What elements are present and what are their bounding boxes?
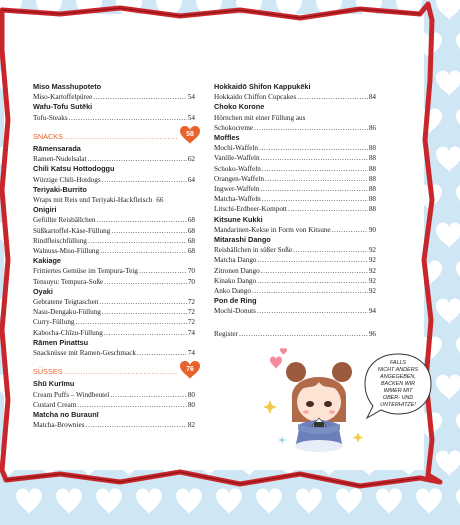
- toc-page-number: 72: [187, 318, 195, 327]
- leader-dots: [88, 236, 187, 246]
- toc-entry-text: Mandarinen-Kekse in Form von Kitsune: [214, 225, 331, 234]
- recipe-title: Moffles: [214, 133, 240, 143]
- heart-pattern-heart: [376, 488, 402, 514]
- leader-dots: [93, 92, 186, 102]
- recipe-title: Miso Masshupoteto: [33, 82, 102, 91]
- toc-page-number: 88: [368, 185, 376, 194]
- recipe-title: Kitsune Kukki: [214, 214, 263, 224]
- toc-entry-text: Custard Cream: [33, 400, 77, 409]
- leader-dots: [111, 226, 186, 236]
- toc-page-number: 54: [187, 113, 195, 122]
- toc-entry-text: Hokkaido Chiffon Cupcakes: [214, 93, 297, 102]
- toc-entry-text: Matcha-Brownies: [33, 421, 85, 430]
- toc-entry[interactable]: [214, 123, 376, 133]
- speech-bubble-line: UNTERHITZE!: [380, 402, 416, 408]
- toc-entry-text: Register: [214, 329, 238, 338]
- toc-entry[interactable]: [33, 215, 195, 225]
- section-page-number: 58: [186, 130, 194, 138]
- leader-dots: [257, 306, 368, 316]
- toc-entry-text: Nasu-Dengaku-Füllung: [33, 308, 101, 317]
- toc-page-number: 68: [187, 236, 195, 245]
- toc-page-number: 68: [187, 216, 195, 225]
- toc-entry[interactable]: [214, 153, 376, 163]
- toc-entry[interactable]: [214, 204, 376, 214]
- toc-left-column: [33, 82, 195, 431]
- leader-dots: [262, 164, 368, 174]
- toc-entry-text: Tofu-Steaks: [33, 113, 68, 122]
- speech-bubble-line: IMMER MIT: [383, 388, 413, 394]
- leader-dots: [258, 255, 368, 265]
- speech-bubble-line: OBER- UND: [382, 395, 414, 401]
- toc-entry-text: Hörnchen mit einer Füllung aus: [214, 113, 306, 122]
- leader-dots: [262, 194, 368, 204]
- toc-entry[interactable]: [33, 236, 195, 246]
- toc-entry-text: Cream Puffs – Windbeutel: [33, 390, 110, 399]
- heart-pattern-heart: [456, 108, 460, 134]
- heart-pattern-heart: [56, 488, 82, 514]
- toc-page-number: 82: [187, 421, 195, 430]
- toc-entry-text: Schokocreme: [214, 123, 254, 132]
- toc-entry[interactable]: [33, 307, 195, 317]
- heart-pattern-heart: [336, 488, 362, 514]
- leader-dots: [96, 215, 186, 225]
- leader-dots: [65, 367, 177, 377]
- leader-dots: [77, 400, 186, 410]
- recipe-title: Choko Korone: [214, 102, 265, 112]
- section-title: SÜSSES: [33, 367, 63, 377]
- toc-page-number: 54: [187, 93, 195, 102]
- toc-page-number: 88: [368, 154, 376, 163]
- heart-pattern-heart: [456, 412, 460, 438]
- toc-entry-text: Mochi-Waffeln: [214, 144, 258, 153]
- toc-entry[interactable]: [33, 226, 195, 236]
- toc-page-number: 88: [368, 144, 376, 153]
- toc-entry-text: Gebratene Teigtaschen: [33, 298, 99, 307]
- toc-page-number: 92: [368, 287, 376, 296]
- heart-pattern-heart: [96, 488, 122, 514]
- recipe-title: Hokkaidō Shifon Kappukēki: [214, 82, 311, 91]
- toc-page-number: 92: [368, 276, 376, 285]
- toc-page-number: 64: [187, 175, 195, 184]
- toc-entry[interactable]: [214, 245, 376, 255]
- toc-entry[interactable]: [214, 194, 376, 204]
- leader-dots: [254, 123, 368, 133]
- toc-entry[interactable]: [33, 246, 195, 256]
- toc-entry[interactable]: [33, 175, 195, 185]
- heart-page-badge: [179, 125, 201, 145]
- toc-entry-text: Ingwer-Waffeln: [214, 185, 260, 194]
- toc-entry-text: Kabocha-Chīzu-Füllung: [33, 328, 103, 337]
- toc-page-number: 96: [368, 329, 376, 338]
- leader-dots: [76, 317, 187, 327]
- toc-entry[interactable]: [214, 92, 376, 102]
- toc-entry-text: Snacknüsse mit Ramen-Geschmack: [33, 349, 136, 358]
- toc-entry-text: Frittiertes Gemüse im Tempura-Teig: [33, 267, 138, 276]
- toc-page-number: 88: [368, 164, 376, 173]
- heart-pattern-heart: [456, 336, 460, 362]
- toc-page-number: 62: [187, 155, 195, 164]
- toc-entry[interactable]: [214, 143, 376, 153]
- toc-entry[interactable]: [214, 225, 376, 235]
- leader-dots: [261, 153, 368, 163]
- leader-dots: [137, 348, 187, 358]
- heart-pattern-heart: [216, 488, 242, 514]
- section-header[interactable]: [33, 367, 195, 377]
- toc-entry-text: Matcha-Waffeln: [214, 195, 261, 204]
- section-page-number: 76: [186, 366, 194, 374]
- leader-dots: [257, 276, 368, 286]
- toc-page-number: 80: [187, 390, 195, 399]
- heart-pattern-heart: [436, 298, 460, 324]
- heart-pattern-heart: [436, 146, 460, 172]
- section-header[interactable]: [33, 132, 195, 142]
- speech-bubble-line: FALLS: [389, 360, 407, 366]
- heart-pattern-heart: [296, 488, 322, 514]
- toc-page-number: 68: [187, 226, 195, 235]
- leader-dots: [102, 175, 187, 185]
- small-hearts: [270, 348, 287, 369]
- toc-entry-text: Walnuss-Miso-Füllung: [33, 247, 100, 256]
- toc-entry-text: Vanille-Waffeln: [214, 154, 260, 163]
- toc-entry-text: Reisbällchen in süßer Soße: [214, 246, 293, 255]
- heart-pattern-heart: [456, 488, 460, 514]
- leader-dots: [104, 277, 187, 287]
- speech-bubble-text: [365, 360, 431, 409]
- heart-pattern-heart: [436, 450, 460, 476]
- recipe-title: Kakiage: [33, 256, 61, 266]
- toc-entry[interactable]: [33, 317, 195, 327]
- toc-entry-text: Mochi-Donuts: [214, 307, 256, 316]
- heart-pattern-heart: [416, 488, 442, 514]
- leader-dots: [293, 245, 368, 255]
- toc-entry[interactable]: [33, 328, 195, 338]
- spacer: [33, 123, 195, 129]
- toc-entry[interactable]: [33, 92, 195, 102]
- toc-entry[interactable]: [214, 174, 376, 184]
- recipe-title: Pon de Ring: [214, 296, 257, 306]
- toc-entry[interactable]: [33, 266, 195, 276]
- heart-pattern-heart: [256, 488, 282, 514]
- heart-pattern-heart: [436, 70, 460, 96]
- toc-entry[interactable]: [33, 390, 195, 400]
- toc-page-number: 66: [156, 196, 164, 205]
- toc-page-number: 72: [187, 298, 195, 307]
- section-title: SNACKS: [33, 131, 64, 141]
- toc-entry[interactable]: [214, 266, 376, 276]
- toc-entry-text: Miso-Kartoffelpüree: [33, 93, 93, 102]
- toc-entry[interactable]: [214, 164, 376, 174]
- leader-dots: [297, 92, 368, 102]
- toc-entry[interactable]: [214, 329, 376, 339]
- toc-page-number: 68: [187, 247, 195, 256]
- toc-page-number: 88: [368, 195, 376, 204]
- toc-page-number: 94: [368, 307, 376, 316]
- heart-pattern-heart: [436, 222, 460, 248]
- toc-entry[interactable]: [33, 420, 195, 430]
- leader-dots: [104, 328, 187, 338]
- leader-dots: [239, 329, 368, 339]
- toc-page-number: 70: [187, 277, 195, 286]
- leader-dots: [65, 132, 177, 142]
- leader-dots: [259, 143, 368, 153]
- toc-entry-text: Ramen-Nudelsalat: [33, 155, 87, 164]
- spacer: [33, 358, 195, 364]
- heart-pattern-heart: [436, 374, 460, 400]
- toc-entry[interactable]: [214, 306, 376, 316]
- heart-pattern-heart: [176, 488, 202, 514]
- toc-right-column: [214, 82, 376, 339]
- toc-page-number: 74: [187, 349, 195, 358]
- leader-dots: [260, 184, 367, 194]
- heart-pattern-heart: [456, 32, 460, 58]
- leader-dots: [86, 420, 187, 430]
- leader-dots: [69, 113, 187, 123]
- toc-entry-text: Curry-Füllung: [33, 318, 75, 327]
- leader-dots: [100, 246, 187, 256]
- toc-entry-text: Wraps mit Reis und Teriyaki-Hackfleisch: [33, 196, 153, 205]
- toc-entry-text: Gefüllte Reisbällchen: [33, 216, 96, 225]
- recipe-title: Mitarashi Dango: [214, 235, 271, 245]
- toc-entry-text: Rindfleischfüllung: [33, 236, 87, 245]
- speech-bubble-line: ANGEGEBEN,: [380, 374, 416, 380]
- leader-dots: [252, 286, 368, 296]
- recipe-title: Teriyaki-Burrito: [33, 184, 87, 194]
- speech-bubble-line: NICHT ANDERS: [377, 367, 419, 373]
- toc-entry[interactable]: [33, 154, 195, 164]
- toc-entry-text: Orangen-Waffeln: [214, 174, 264, 183]
- leader-dots: [261, 266, 368, 276]
- recipe-title: Matcha no Buraunī: [33, 410, 99, 420]
- chibi-girl-illustration: [262, 340, 372, 460]
- heart-pattern-heart: [16, 488, 42, 514]
- speech-bubble-line: BACKEN WIR: [380, 381, 416, 387]
- toc-page-number: 80: [187, 400, 195, 409]
- toc-page-number: 92: [368, 256, 376, 265]
- leader-dots: [88, 154, 187, 164]
- toc-entry[interactable]: [33, 400, 195, 410]
- toc-page-number: 90: [368, 225, 376, 234]
- toc-entry-text: Matcha Dango: [214, 256, 257, 265]
- recipe-title: Rāmensarada: [33, 144, 81, 154]
- heart-page-badge: [179, 360, 201, 380]
- leader-dots: [102, 307, 187, 317]
- toc-entry[interactable]: [33, 348, 195, 358]
- recipe-title: Chili Katsu Hottodoggu: [33, 164, 115, 174]
- toc-entry-text: Süßkartoffel-Käse-Füllung: [33, 226, 111, 235]
- toc-entry-text: Anko Dango: [214, 287, 251, 296]
- toc-page-number: 86: [368, 123, 376, 132]
- toc-page-number: 88: [368, 205, 376, 214]
- recipe-title: Onigiri: [33, 205, 57, 215]
- toc-entry[interactable]: [33, 195, 195, 205]
- recipe-title: Shū Kurīmu: [33, 379, 75, 389]
- heart-pattern-heart: [136, 488, 162, 514]
- toc-page-number: 72: [187, 308, 195, 317]
- toc-entry-text: Würzige Chili-Hotdogs: [33, 175, 101, 184]
- toc-page-number: 74: [187, 328, 195, 337]
- recipe-title: Oyaki: [33, 286, 53, 296]
- leader-dots: [288, 204, 368, 214]
- leader-dots: [265, 174, 368, 184]
- recipe-title: Rāmen Pinattsu: [33, 337, 89, 347]
- heart-pattern-heart: [456, 184, 460, 210]
- toc-entry[interactable]: [214, 286, 376, 296]
- toc-page-number: 70: [187, 267, 195, 276]
- toc-entry[interactable]: [214, 276, 376, 286]
- toc-entry[interactable]: [33, 277, 195, 287]
- toc-page-number: 88: [368, 174, 376, 183]
- toc-entry[interactable]: [33, 297, 195, 307]
- toc-page-number: 92: [368, 266, 376, 275]
- toc-entry-text: Tensuyu: Tempura-Soße: [33, 277, 104, 286]
- toc-entry-text: Zitronen Dango: [214, 266, 260, 275]
- leader-dots: [332, 225, 368, 235]
- toc-entry-text: Kinako Dango: [214, 276, 257, 285]
- toc-entry[interactable]: [33, 113, 195, 123]
- toc-entry[interactable]: [214, 184, 376, 194]
- leader-dots: [110, 390, 187, 400]
- heart-pattern-heart: [436, 0, 460, 20]
- recipe-title: Wafu-Tofu Sutēki: [33, 102, 93, 112]
- leader-dots: [99, 297, 186, 307]
- toc-page-number: 92: [368, 246, 376, 255]
- toc-page-number: 84: [368, 93, 376, 102]
- toc-entry[interactable]: [214, 255, 376, 265]
- heart-pattern-heart: [456, 260, 460, 286]
- toc-entry-text: Litschi-Erdbeer-Kompott: [214, 205, 287, 214]
- leader-dots: [139, 266, 187, 276]
- toc-entry-text: Schoko-Waffeln: [214, 164, 261, 173]
